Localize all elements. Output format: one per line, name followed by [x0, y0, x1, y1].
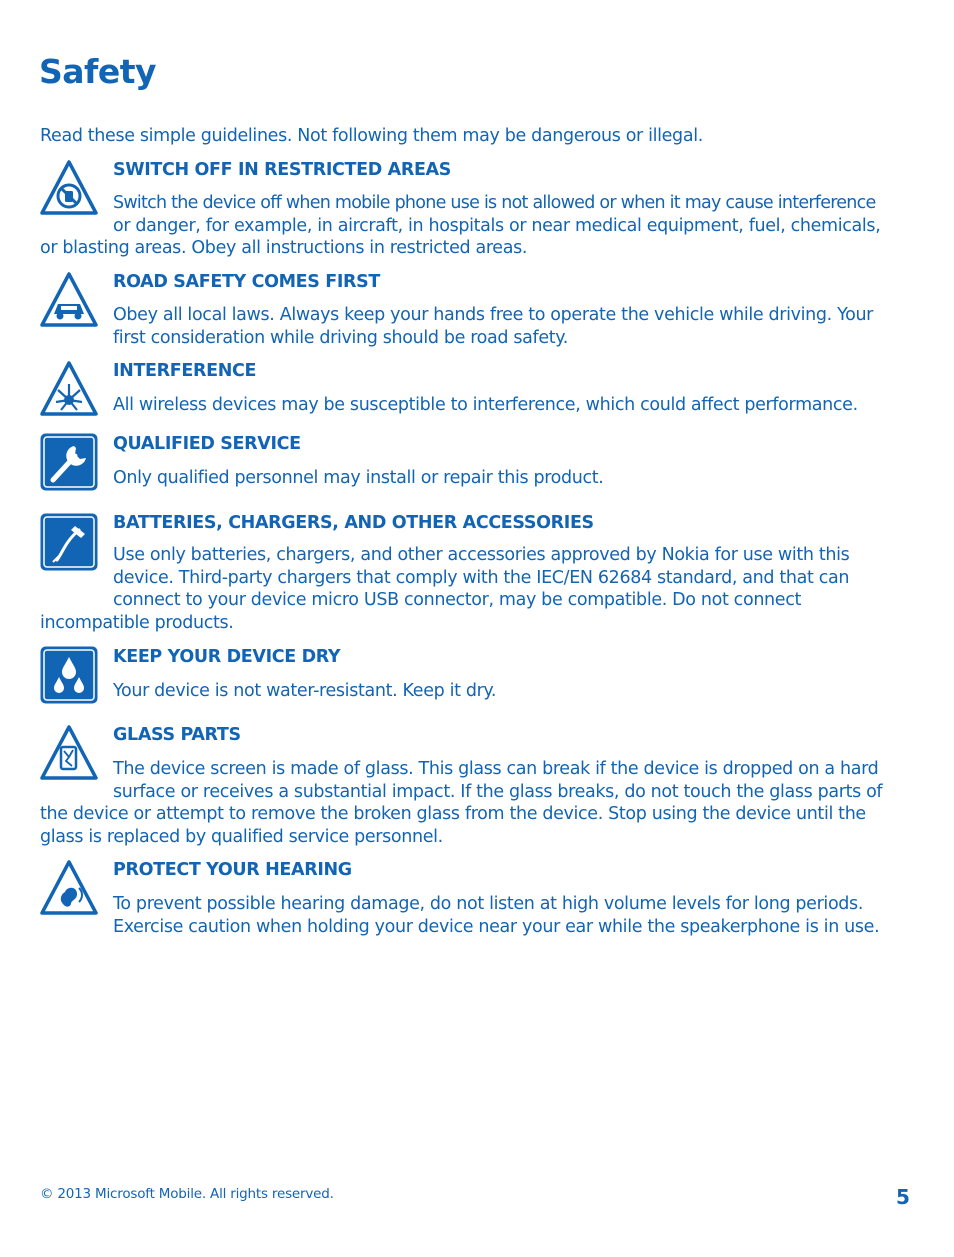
section-body: [40, 544, 916, 635]
body-line: Obey all local laws. Always keep your hands free to operate the vehicle while driving. Your: [113, 305, 874, 325]
body-line: The device screen is made of glass. This glass can break if the device is dropped on a hard: [113, 759, 879, 779]
body-line: first consideration while driving should be road safety.: [113, 327, 568, 348]
body-line: device. Third-party chargers that comply with the IEC/EN 62684 standard, and that can: [113, 567, 850, 588]
section-heading: QUALIFIED SERVICE: [113, 434, 301, 454]
section-body: [40, 394, 916, 417]
page-title: Safety: [39, 52, 157, 91]
body-line: surface or receives a substantial impact. If the glass breaks, do not touch the glass parts of: [113, 781, 883, 802]
body-line: Exercise caution when holding your device near your ear while the speakerphone is in use.: [113, 916, 880, 937]
body-line: glass is replaced by qualified service personnel.: [40, 827, 443, 848]
body-line: the device or attempt to remove the broken glass from the device. Stop using the device until the: [40, 804, 866, 825]
body-line: or blasting areas. Obey all instructions in restricted areas.: [40, 238, 528, 259]
page-number: 5: [896, 1185, 910, 1209]
body-line: or danger, for example, in aircraft, in hospitals or near medical equipment, fuel, chemicals,: [113, 215, 881, 236]
section-body: [40, 680, 916, 703]
section-body: [40, 192, 916, 260]
section-body: [40, 467, 916, 490]
section-heading: INTERFERENCE: [113, 361, 257, 381]
copyright-text: © 2013 Microsoft Mobile. All rights reserved.: [40, 1186, 334, 1202]
body-line: All wireless devices may be susceptible to interference, which could affect performance.: [113, 395, 858, 415]
section-body: [40, 893, 916, 938]
body-line: Use only batteries, chargers, and other accessories approved by Nokia for use with this: [113, 545, 850, 565]
body-line: To prevent possible hearing damage, do not listen at high volume levels for long periods.: [113, 894, 864, 914]
section-heading: GLASS PARTS: [113, 725, 241, 745]
section-body: [40, 758, 916, 849]
body-line: incompatible products.: [40, 613, 234, 634]
body-line: Your device is not water-resistant. Keep it dry.: [113, 681, 497, 701]
section-heading: KEEP YOUR DEVICE DRY: [113, 647, 341, 667]
section-heading: PROTECT YOUR HEARING: [113, 860, 352, 880]
intro-text: Read these simple guidelines. Not following them may be dangerous or illegal.: [40, 126, 703, 146]
section-heading: ROAD SAFETY COMES FIRST: [113, 272, 381, 292]
section-heading: BATTERIES, CHARGERS, AND OTHER ACCESSORIES: [113, 513, 594, 533]
section-heading: SWITCH OFF IN RESTRICTED AREAS: [113, 160, 451, 180]
body-line: connect to your device micro USB connector, may be compatible. Do not connect: [113, 590, 801, 611]
body-line: Only qualified personnel may install or repair this product.: [113, 468, 604, 488]
body-line: Switch the device off when mobile phone use is not allowed or when it may cause interference: [113, 193, 876, 213]
section-body: [40, 304, 916, 349]
